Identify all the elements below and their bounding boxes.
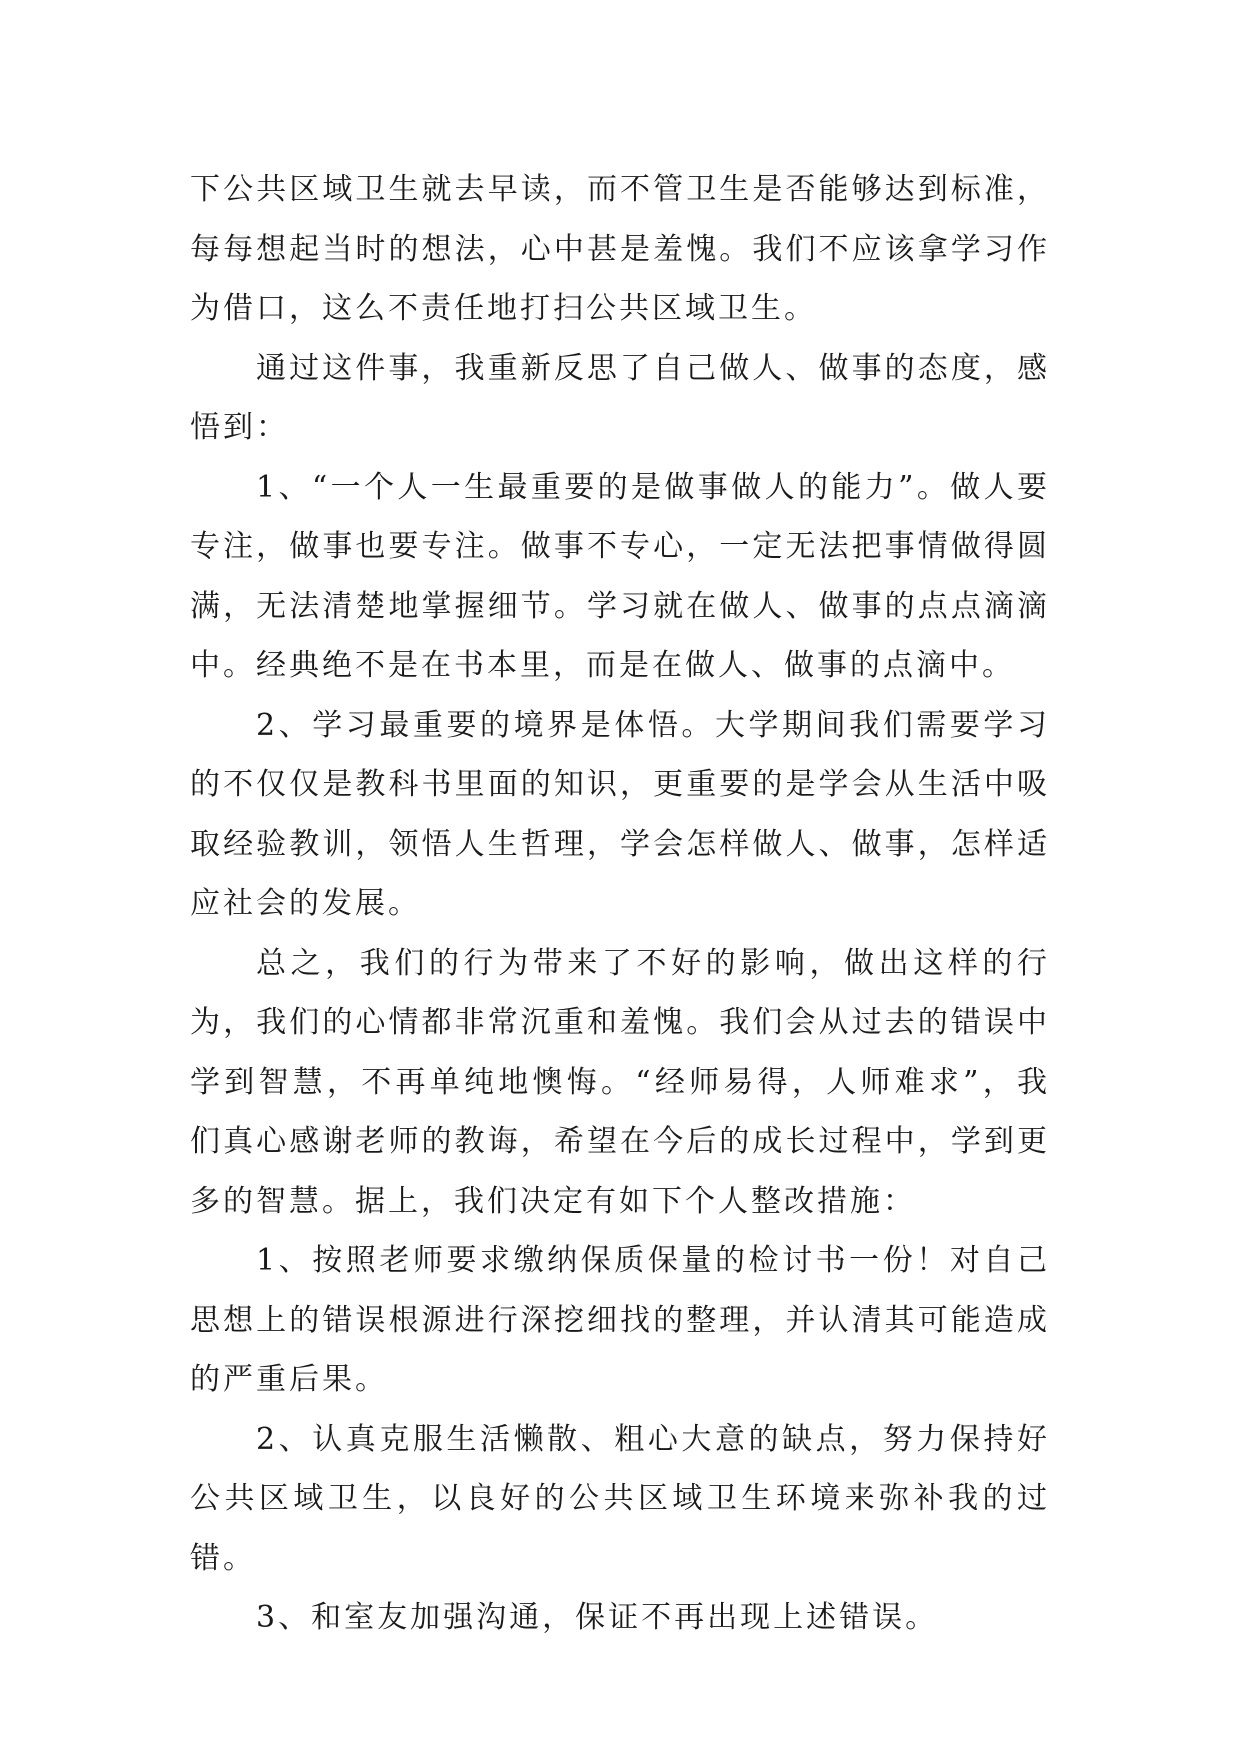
paragraph-continuation: 下公共区域卫生就去早读，而不管卫生是否能够达到标准，每每想起当时的想法，心中甚是羞愧。我们不应该拿学习作为借口，这么不责任地打扫公共区域卫生。 [190, 172, 1050, 326]
paragraph-reflection: 通过这件事，我重新反思了自己做人、做事的态度，感悟到： [190, 350, 1050, 445]
paragraph-point-2: 2、学习最重要的境界是体悟。大学期间我们需要学习的不仅仅是教科书里面的知识，更重要的是学会从生活中吸取经验教训，领悟人生哲理，学会怎样做人、做事，怎样适应社会的发展。 [190, 707, 1050, 921]
paragraph-point-1: 1、“一个人一生最重要的是做事做人的能力”。做人要专注，做事也要专注。做事不专心，一定无法把事情做得圆满，无法清楚地掌握细节。学习就在做人、做事的点点滴滴中。经典绝不是在书本里，而是在做人、做事的点滴中。 [190, 469, 1050, 683]
paragraph-measure-2: 2、认真克服生活懒散、粗心大意的缺点，努力保持好公共区域卫生，以良好的公共区域卫生环境来弥补我的过错。 [190, 1421, 1050, 1576]
paragraph-measure-1: 1、按照老师要求缴纳保质保量的检讨书一份！对自己思想上的错误根源进行深挖细找的整理，并认清其可能造成的严重后果。 [190, 1243, 1050, 1397]
document-body [190, 160, 1050, 1648]
paragraph-summary: 总之，我们的行为带来了不好的影响，做出这样的行为，我们的心情都非常沉重和羞愧。我们会从过去的错误中学到智慧，不再单纯地懊悔。“经师易得，人师难求”，我们真心感谢老师的教诲，希望在今后的成长过程中，学到更多的智慧。据上，我们决定有如下个人整改措施： [190, 945, 1050, 1219]
paragraph-measure-3: 3、和室友加强沟通，保证不再出现上述错误。 [256, 1600, 939, 1635]
